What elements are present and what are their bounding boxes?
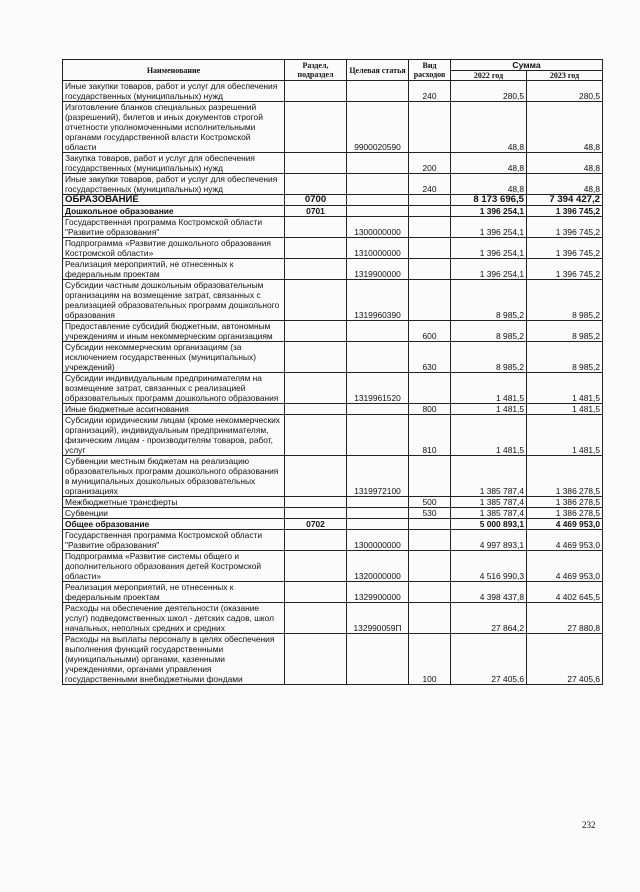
cell-y1: 1 396 254,1 (451, 259, 527, 280)
cell-sec (285, 217, 347, 238)
cell-type (409, 217, 451, 238)
table-row (63, 174, 603, 195)
cell-art: 1319960390 (347, 280, 409, 321)
cell-y1: 8 985,2 (451, 321, 527, 342)
cell-name: Расходы на выплаты персоналу в целях обеспечения выполнения функций государственными (муниципальными) органами, казенными учреждениями, органами управления государственными внебюджетными фондами (63, 634, 285, 685)
cell-name: Расходы на обеспечение деятельности (оказание услуг) подведомственных школ - детских садов, школ начальных, неполных средних и средних (63, 603, 285, 634)
cell-name: Реализация мероприятий, не отнесенных к федеральным проектам (63, 582, 285, 603)
cell-y2: 1 396 745,2 (527, 206, 603, 217)
cell-name: Государственная программа Костромской области "Развитие образования" (63, 530, 285, 551)
cell-art: 1319961520 (347, 373, 409, 404)
cell-y2: 27 880,8 (527, 603, 603, 634)
cell-sec (285, 551, 347, 582)
table-row (63, 530, 603, 551)
cell-y2: 8 985,2 (527, 342, 603, 373)
col-header-year-2022: 2022 год (451, 71, 527, 81)
cell-sec (285, 530, 347, 551)
col-header-type: Вид расходов (409, 60, 451, 81)
table-row (63, 456, 603, 497)
cell-y2: 7 394 427,2 (527, 195, 603, 206)
table-row (63, 259, 603, 280)
cell-sec (285, 634, 347, 685)
table-row (63, 508, 603, 519)
table-row (63, 582, 603, 603)
cell-type: 240 (409, 81, 451, 102)
cell-art: 132990059П (347, 603, 409, 634)
col-header-sum: Сумма (451, 60, 603, 71)
cell-name: Предоставление субсидий бюджетным, автономным учреждениям и иным некоммерческим организациям (63, 321, 285, 342)
table-row (63, 217, 603, 238)
table-row (63, 497, 603, 508)
cell-type: 800 (409, 404, 451, 415)
cell-y2: 1 386 278,5 (527, 456, 603, 497)
cell-art (347, 415, 409, 456)
cell-y2: 4 469 953,0 (527, 551, 603, 582)
cell-name: Субсидии некоммерческим организациям (за исключением государственных (муниципальных) учреждений) (63, 342, 285, 373)
cell-name: Дошкольное образование (63, 206, 285, 217)
cell-name: Субсидии частным дошкольным образовательным организациям на возмещение затрат, связанных с реализацией образовательных программ дошкольного образования (63, 280, 285, 321)
cell-type (409, 456, 451, 497)
cell-art: 1329900000 (347, 582, 409, 603)
cell-y2: 48,8 (527, 102, 603, 153)
cell-type: 810 (409, 415, 451, 456)
col-header-article: Целевая статья (347, 60, 409, 81)
cell-sec (285, 174, 347, 195)
cell-type (409, 238, 451, 259)
cell-art (347, 519, 409, 530)
table-row (63, 280, 603, 321)
col-header-section: Раздел, подраздел (285, 60, 347, 81)
cell-y1: 1 385 787,4 (451, 456, 527, 497)
cell-art (347, 342, 409, 373)
cell-y1: 48,8 (451, 102, 527, 153)
cell-type: 100 (409, 634, 451, 685)
cell-name: Общее образование (63, 519, 285, 530)
cell-type (409, 519, 451, 530)
cell-name: Субвенции местным бюджетам на реализацию образовательных программ дошкольного образования в муниципальных дошкольных образовательных организациях (63, 456, 285, 497)
cell-type (409, 206, 451, 217)
cell-type (409, 582, 451, 603)
cell-sec: 0701 (285, 206, 347, 217)
table-row (63, 415, 603, 456)
page-number: 232 (582, 820, 596, 830)
cell-y2: 1 396 745,2 (527, 217, 603, 238)
cell-art: 1300000000 (347, 217, 409, 238)
table-body (63, 81, 603, 685)
cell-art: 1310000000 (347, 238, 409, 259)
cell-name: ОБРАЗОВАНИЕ (63, 195, 285, 206)
cell-y2: 1 481,5 (527, 415, 603, 456)
cell-y1: 1 385 787,4 (451, 497, 527, 508)
cell-art (347, 321, 409, 342)
cell-name: Закупка товаров, работ и услуг для обеспечения государственных (муниципальных) нужд (63, 153, 285, 174)
cell-type (409, 259, 451, 280)
cell-art (347, 634, 409, 685)
cell-name: Реализация мероприятий, не отнесенных к федеральным проектам (63, 259, 285, 280)
cell-art (347, 508, 409, 519)
cell-y1: 1 396 254,1 (451, 238, 527, 259)
cell-art (347, 153, 409, 174)
cell-y1: 280,5 (451, 81, 527, 102)
cell-type: 530 (409, 508, 451, 519)
cell-y2: 4 402 645,5 (527, 582, 603, 603)
cell-type (409, 530, 451, 551)
cell-art: 1319900000 (347, 259, 409, 280)
cell-type (409, 551, 451, 582)
cell-name: Иные закупки товаров, работ и услуг для обеспечения государственных (муниципальных) нужд (63, 81, 285, 102)
cell-sec (285, 321, 347, 342)
cell-name: Субсидии юридическим лицам (кроме некоммерческих организаций), индивидуальным предпринимателям, физическим лицам - производителям товаров, работ, услуг (63, 415, 285, 456)
cell-y1: 8 173 696,5 (451, 195, 527, 206)
cell-type: 200 (409, 153, 451, 174)
cell-type (409, 280, 451, 321)
cell-name: Подпрограмма «Развитие дошкольного образования Костромской области» (63, 238, 285, 259)
cell-y1: 1 481,5 (451, 415, 527, 456)
cell-type: 600 (409, 321, 451, 342)
cell-y2: 4 469 953,0 (527, 519, 603, 530)
cell-sec (285, 582, 347, 603)
cell-sec (285, 508, 347, 519)
cell-type: 630 (409, 342, 451, 373)
cell-y1: 1 396 254,1 (451, 206, 527, 217)
table-row (63, 102, 603, 153)
cell-name: Иные закупки товаров, работ и услуг для обеспечения государственных (муниципальных) нужд (63, 174, 285, 195)
table-row (63, 603, 603, 634)
cell-art: 9900020590 (347, 102, 409, 153)
table-row (63, 373, 603, 404)
cell-name: Субвенции (63, 508, 285, 519)
table-row (63, 321, 603, 342)
cell-y1: 5 000 893,1 (451, 519, 527, 530)
cell-sec (285, 373, 347, 404)
cell-sec (285, 259, 347, 280)
cell-art: 1320000000 (347, 551, 409, 582)
cell-y2: 27 405,6 (527, 634, 603, 685)
cell-art: 1319972100 (347, 456, 409, 497)
cell-y2: 1 481,5 (527, 404, 603, 415)
cell-y1: 1 481,5 (451, 373, 527, 404)
cell-sec (285, 497, 347, 508)
cell-sec (285, 280, 347, 321)
cell-name: Государственная программа Костромской области "Развитие образования" (63, 217, 285, 238)
cell-name: Изготовление бланков специальных разрешений (разрешений), билетов и иных документов строгой отчетности уполномоченными исполнительными органами государственной власти Костромской области (63, 102, 285, 153)
col-header-year-2023: 2023 год (527, 71, 603, 81)
cell-y2: 4 469 953,0 (527, 530, 603, 551)
cell-y1: 27 405,6 (451, 634, 527, 685)
table-row (63, 153, 603, 174)
cell-type (409, 373, 451, 404)
cell-y2: 280,5 (527, 81, 603, 102)
cell-name: Подпрограмма «Развитие системы общего и дополнительного образования детей Костромской области» (63, 551, 285, 582)
cell-type (409, 603, 451, 634)
cell-y1: 48,8 (451, 153, 527, 174)
cell-sec (285, 415, 347, 456)
cell-art (347, 206, 409, 217)
cell-type: 240 (409, 174, 451, 195)
table-row (63, 634, 603, 685)
table-row (63, 206, 603, 217)
col-header-name: Наименование (63, 60, 285, 81)
cell-sec (285, 456, 347, 497)
cell-y2: 48,8 (527, 153, 603, 174)
cell-art (347, 81, 409, 102)
cell-y2: 1 386 278,5 (527, 508, 603, 519)
cell-y2: 1 396 745,2 (527, 238, 603, 259)
table-row (63, 81, 603, 102)
cell-sec (285, 153, 347, 174)
cell-art (347, 404, 409, 415)
cell-sec (285, 238, 347, 259)
cell-y1: 48,8 (451, 174, 527, 195)
cell-name: Межбюджетные трансферты (63, 497, 285, 508)
cell-y2: 1 481,5 (527, 373, 603, 404)
cell-art (347, 497, 409, 508)
cell-y2: 8 985,2 (527, 321, 603, 342)
cell-type (409, 195, 451, 206)
cell-y1: 1 481,5 (451, 404, 527, 415)
table-row (63, 404, 603, 415)
table-row (63, 551, 603, 582)
cell-sec (285, 102, 347, 153)
cell-sec: 0702 (285, 519, 347, 530)
table-row (63, 195, 603, 206)
cell-y1: 27 864,2 (451, 603, 527, 634)
table-row (63, 519, 603, 530)
cell-y1: 1 385 787,4 (451, 508, 527, 519)
cell-art (347, 195, 409, 206)
cell-art (347, 174, 409, 195)
cell-sec (285, 81, 347, 102)
cell-sec (285, 603, 347, 634)
cell-y1: 4 516 990,3 (451, 551, 527, 582)
cell-y1: 1 396 254,1 (451, 217, 527, 238)
cell-y1: 8 985,2 (451, 280, 527, 321)
table-row (63, 238, 603, 259)
cell-sec: 0700 (285, 195, 347, 206)
cell-y2: 1 386 278,5 (527, 497, 603, 508)
cell-y1: 8 985,2 (451, 342, 527, 373)
cell-name: Иные бюджетные ассигнования (63, 404, 285, 415)
cell-sec (285, 404, 347, 415)
cell-y1: 4 398 437,8 (451, 582, 527, 603)
cell-y2: 48,8 (527, 174, 603, 195)
cell-type (409, 102, 451, 153)
cell-art: 1300000000 (347, 530, 409, 551)
cell-sec (285, 342, 347, 373)
cell-type: 500 (409, 497, 451, 508)
table-row (63, 342, 603, 373)
cell-name: Субсидии индивидуальным предпринимателям на возмещение затрат, связанных с реализацией образовательных программ дошкольного образования (63, 373, 285, 404)
cell-y2: 1 396 745,2 (527, 259, 603, 280)
cell-y2: 8 985,2 (527, 280, 603, 321)
budget-table (62, 59, 603, 685)
cell-y1: 4 997 893,1 (451, 530, 527, 551)
